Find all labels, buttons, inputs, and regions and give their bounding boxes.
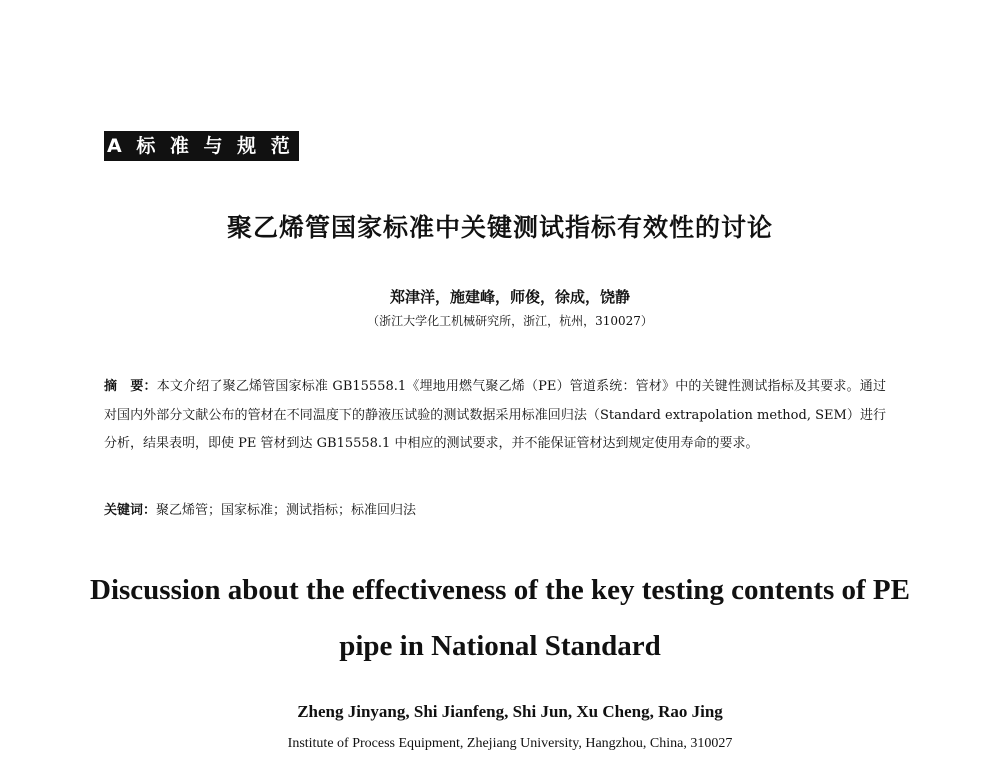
english-authors: Zheng Jinyang, Shi Jianfeng, Shi Jun, Xu Cheng, Rao Jing	[297, 702, 723, 721]
abstract	[104, 373, 886, 459]
abstract-text: 本文介绍了聚乙烯管国家标准 GB15558.1《埋地用燃气聚乙烯（PE）管道系统：管材》中的关键性测试指标及其要求。通过对国内外部分文献公布的管材在不同温度下的静液压试验的测试数据采用标准回归法（Standard extrapolation method, SEM）进行分析，结果表明，即使 PE 管材到达 GB15558.1 中相应的测试要求，并不能保证管材达到规定使用寿命的要求。	[104, 379, 886, 451]
keywords	[104, 501, 886, 521]
english-affiliation: Institute of Process Equipment, Zhejiang University, Hangzhou, China, 310027	[287, 736, 733, 751]
keywords-label: 关键词：	[104, 503, 157, 518]
chinese-affiliation: （浙江大学化工机械研究所，浙江，杭州，310027）	[367, 314, 653, 328]
keywords-text: 聚乙烯管；国家标准；测试指标；标准回归法	[156, 503, 417, 518]
section-tag: A 标 准 与 规 范	[104, 131, 299, 161]
english-title: Discussion about the effectiveness of the key testing contents of PE pipe in National Standard	[90, 574, 910, 662]
abstract-label: 摘 要：	[104, 379, 157, 394]
chinese-authors: 郑津洋，施建峰，师俊，徐成，饶静	[389, 288, 630, 306]
chinese-title: 聚乙烯管国家标准中关键测试指标有效性的讨论	[226, 213, 773, 242]
